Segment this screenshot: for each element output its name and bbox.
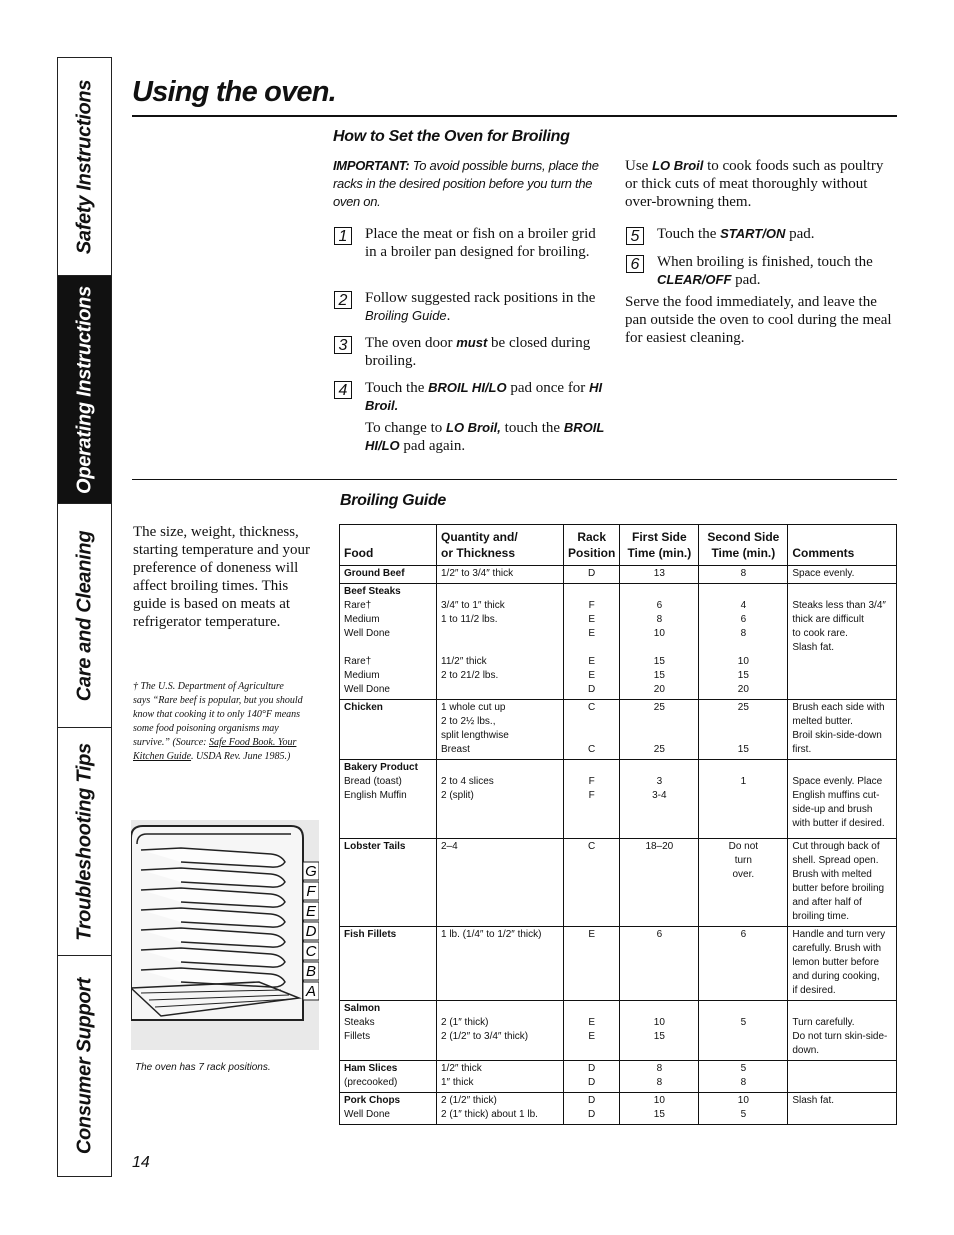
section-tabs	[57, 57, 112, 1177]
step-number: 3	[334, 336, 352, 354]
food-name: Ground Beef	[344, 568, 405, 579]
broiling-guide-heading: Broiling Guide	[340, 492, 447, 509]
set-oven-heading: How to Set the Oven for Broiling	[333, 128, 570, 145]
cell-food	[340, 1093, 437, 1125]
cell-comments: Steaks less than 3/4″ thick are difficult to cook rare. Slash fat.	[788, 584, 897, 700]
cell-qty: 1 whole cut up 2 to 2½ lbs., split lengthwise Breast	[437, 700, 564, 760]
oven-rack-illustration	[131, 820, 319, 1050]
food-detail: Bread (toast) English Muffin	[344, 776, 407, 801]
rack-letter: E	[305, 903, 317, 920]
cell-rack: F F	[564, 760, 620, 839]
table-row	[340, 584, 897, 700]
step-number: 6	[626, 255, 644, 273]
page-title: Using the oven.	[132, 76, 336, 108]
step-text: Touch the START/ON pad.	[657, 226, 815, 242]
table-row	[340, 760, 897, 839]
tab-troubleshooting-tips[interactable]: Troubleshooting Tips	[58, 728, 111, 956]
usda-footnote: † The U.S. Department of Agriculture says “Rare beef is popular, but you should know that cooking it to only 140°F means some food poisoning organisms may survive.” (Source: Safe Food Book. Your Kitchen Guide. USDA Rev. June 1985.)	[133, 681, 303, 762]
table-body	[340, 566, 897, 1125]
cell-qty: 2 to 4 slices 2 (split)	[437, 760, 564, 839]
lo-broil-change: To change to LO Broil, touch the BROIL HI/LO pad again.	[365, 420, 605, 454]
tab-consumer-support[interactable]: Consumer Support	[73, 977, 95, 1155]
cell-qty: 2 (1/2″ thick) 2 (1″ thick) about 1 lb.	[437, 1093, 564, 1125]
col-comments: Comments	[788, 525, 897, 566]
table-row	[340, 839, 897, 927]
food-name: Chicken	[344, 702, 383, 713]
cell-first: 6	[620, 927, 699, 1001]
step-text: Follow suggested rack positions in the Broiling Guide.	[365, 290, 596, 324]
cell-comments: Slash fat.	[788, 1093, 897, 1125]
cell-first: 25 25	[620, 700, 699, 760]
cell-rack: F E E E E D	[564, 584, 620, 700]
food-name: Pork Chops	[344, 1095, 401, 1106]
col-quantity: Quantity and/ or Thickness	[437, 525, 564, 566]
food-name: Lobster Tails	[344, 841, 406, 852]
step-number: 2	[334, 291, 352, 309]
step-text: Touch the BROIL HI/LO pad once for HI Broil.	[365, 380, 603, 413]
cell-rack: E	[564, 927, 620, 1001]
table-header-row	[340, 525, 897, 566]
cell-second: 10 5	[699, 1093, 788, 1125]
food-name: Ham Slices	[344, 1063, 398, 1074]
cell-rack: D D	[564, 1093, 620, 1125]
food-name: Fish Fillets	[344, 929, 397, 940]
cell-first: 18–20	[620, 839, 699, 927]
cell-qty: 2 (1″ thick) 2 (1/2″ to 3/4″ thick)	[437, 1001, 564, 1061]
cell-first: 10 15	[620, 1001, 699, 1061]
cell-comments	[788, 1061, 897, 1093]
broiling-guide-table	[339, 524, 897, 1125]
table-row	[340, 927, 897, 1001]
cell-second: 1	[699, 760, 788, 839]
table-row	[340, 1093, 897, 1125]
cell-first: 10 15	[620, 1093, 699, 1125]
step-text: Place the meat or fish on a broiler grid in a broiler pan designed for broiling.	[365, 226, 596, 260]
tab-safety-instructions[interactable]: Safety Instructions	[58, 58, 111, 276]
col-food: Food	[340, 525, 437, 566]
step-number: 5	[626, 227, 644, 245]
cell-food	[340, 566, 437, 584]
col-rack: Rack Position	[564, 525, 620, 566]
cell-rack: D D	[564, 1061, 620, 1093]
col-second-side: Second Side Time (min.)	[699, 525, 788, 566]
rack-letter: D	[305, 923, 317, 940]
cell-rack: C	[564, 839, 620, 927]
serve-food-text: Serve the food immediately, and leave the pan outside the oven to cool during the meal for easiest cleaning.	[625, 294, 892, 346]
cell-second: 5 8	[699, 1061, 788, 1093]
table-row	[340, 1001, 897, 1061]
cell-qty: 3/4″ to 1″ thick 1 to 11/2 lbs. 11/2″ thick 2 to 21/2 lbs.	[437, 584, 564, 700]
cell-food	[340, 1061, 437, 1093]
cell-food	[340, 927, 437, 1001]
food-name: Bakery Product	[344, 762, 418, 773]
cell-second: 8	[699, 566, 788, 584]
cell-comments: Space evenly. Place English muffins cut- side-up and brush with butter if desired.	[788, 760, 897, 839]
food-detail: Well Done	[344, 1109, 390, 1120]
cell-rack: C C	[564, 700, 620, 760]
food-name: Beef Steaks	[344, 586, 401, 597]
food-detail: (precooked)	[344, 1077, 398, 1088]
rack-letter: B	[305, 963, 317, 980]
cell-food	[340, 1001, 437, 1061]
rack-letter: C	[305, 943, 317, 960]
step-number: 4	[334, 381, 352, 399]
cell-first: 8 8	[620, 1061, 699, 1093]
step-number: 1	[334, 227, 352, 245]
cell-food	[340, 839, 437, 927]
cell-comments: Handle and turn very carefully. Brush with lemon butter before and during cooking, if desired.	[788, 927, 897, 1001]
rack-letter: G	[305, 863, 317, 880]
cell-qty: 1 lb. (1/4″ to 1/2″ thick)	[437, 927, 564, 1001]
food-detail: Steaks Fillets	[344, 1017, 375, 1042]
cell-comments: Cut through back of shell. Spread open. Brush with melted butter before broiling and after half of broiling time.	[788, 839, 897, 927]
cell-rack: E E	[564, 1001, 620, 1061]
cell-qty: 1/2″ thick 1″ thick	[437, 1061, 564, 1093]
food-name: Salmon	[344, 1003, 381, 1014]
table-row	[340, 566, 897, 584]
cell-comments: Brush each side with melted butter. Broil skin-side-down first.	[788, 700, 897, 760]
cell-second: 6	[699, 927, 788, 1001]
cell-first: 3 3-4	[620, 760, 699, 839]
cell-second: 4 6 8 10 15 20	[699, 584, 788, 700]
col-first-side: First Side Time (min.)	[620, 525, 699, 566]
tab-operating-instructions[interactable]: Operating Instructions	[58, 276, 111, 504]
cell-rack: D	[564, 566, 620, 584]
step-text: The oven door must be closed during broiling.	[365, 335, 591, 369]
table-row	[340, 1061, 897, 1093]
cell-second: 25 15	[699, 700, 788, 760]
rack-letter: F	[306, 883, 316, 900]
cell-food	[340, 700, 437, 760]
cell-second: 5	[699, 1001, 788, 1061]
guide-intro: The size, weight, thickness, starting temperature and your preference of doneness will affect broiling times. This guide is based on meats at refrigerator temperature.	[133, 524, 311, 630]
page-number: 14	[132, 1154, 150, 1171]
table-row	[340, 700, 897, 760]
use-lo-broil: Use LO Broil to cook foods such as poultry or thick cuts of meat thoroughly without over-browning them.	[625, 158, 884, 210]
important-note: IMPORTANT: To avoid possible burns, place the racks in the desired position before you turn the oven on.	[333, 158, 599, 209]
cell-first: 6 8 10 15 15 20	[620, 584, 699, 700]
cell-second: Do not turn over.	[699, 839, 788, 927]
cell-qty: 2–4	[437, 839, 564, 927]
rack-letter: A	[305, 983, 317, 1000]
step-text: When broiling is finished, touch the CLEAR/OFF pad.	[657, 254, 873, 288]
oven-caption: The oven has 7 rack positions.	[135, 1062, 271, 1073]
title-rule	[132, 115, 897, 117]
rack-letters	[303, 862, 319, 1000]
cell-first: 13	[620, 566, 699, 584]
cell-comments: Space evenly.	[788, 566, 897, 584]
cell-qty: 1/2″ to 3/4″ thick	[437, 566, 564, 584]
cell-food	[340, 760, 437, 839]
tab-care-and-cleaning[interactable]: Care and Cleaning	[58, 504, 111, 728]
section-rule	[132, 479, 897, 480]
cell-food	[340, 584, 437, 700]
food-detail: Rare† Medium Well Done Rare† Medium Well Done	[344, 600, 390, 695]
cell-comments: Turn carefully. Do not turn skin-side- down.	[788, 1001, 897, 1061]
